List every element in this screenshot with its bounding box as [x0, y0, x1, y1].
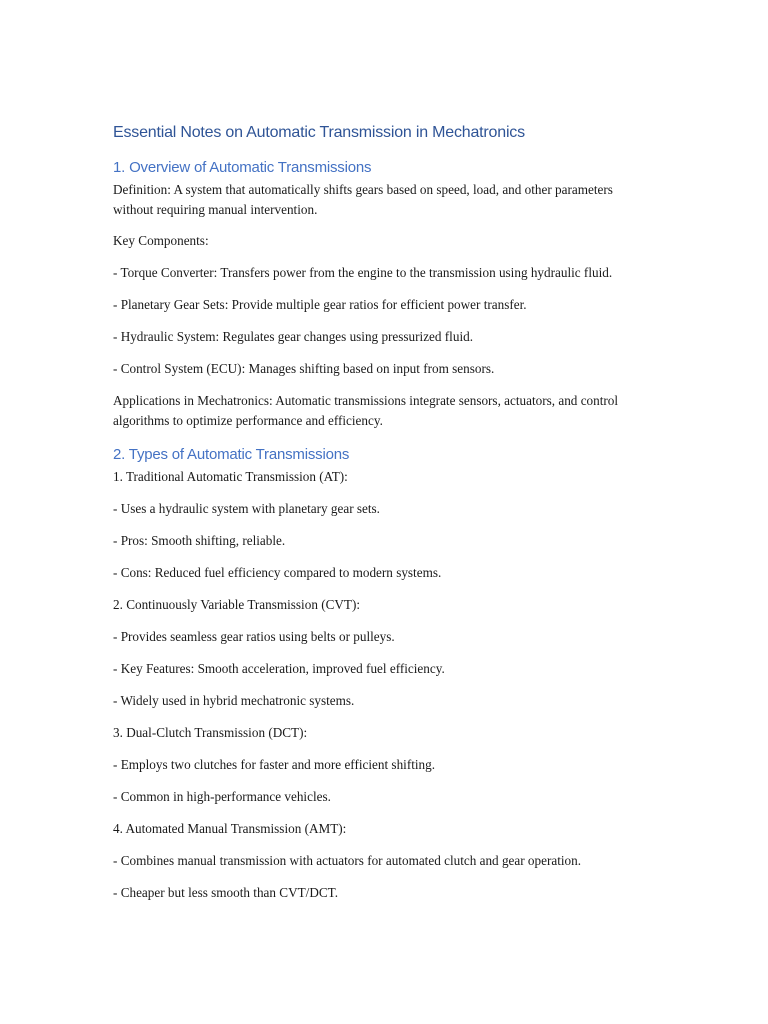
type-heading-at: 1. Traditional Automatic Transmission (AT):: [113, 469, 348, 484]
paragraph-applications: Applications in Mechatronics: Automatic transmissions integrate sensors, actuators, and control algorithms to optimize performance and efficiency.: [113, 393, 619, 428]
type-heading-cvt: 2. Continuously Variable Transmission (CVT):: [113, 596, 361, 612]
document-title: Essential Notes on Automatic Transmission in Mechatronics: [113, 124, 525, 141]
section-heading-overview: 1. Overview of Automatic Transmissions: [113, 159, 372, 176]
list-item-amt-cheaper: - Cheaper but less smooth than CVT/DCT.: [113, 884, 339, 900]
list-item-control-system: - Control System (ECU): Manages shifting based on input from sensors.: [113, 361, 495, 376]
list-item-cvt-hybrid: - Widely used in hybrid mechatronic systems.: [113, 692, 355, 708]
list-item-dct-vehicles: - Common in high-performance vehicles.: [113, 788, 331, 804]
list-item-at-hydraulic: - Uses a hydraulic system with planetary gear sets.: [113, 500, 380, 516]
list-item-at-pros: - Pros: Smooth shifting, reliable.: [113, 532, 286, 548]
type-heading-amt: 4. Automated Manual Transmission (AMT):: [113, 820, 347, 836]
list-item-planetary-gear-sets: - Planetary Gear Sets: Provide multiple gear ratios for efficient power transfer.: [113, 297, 527, 312]
list-item-cvt-ratios: - Provides seamless gear ratios using belts or pulleys.: [113, 628, 395, 644]
paragraph-key-components: Key Components:: [113, 233, 209, 248]
list-item-hydraulic-system: - Hydraulic System: Regulates gear changes using pressurized fluid.: [113, 329, 473, 344]
list-item-amt-actuators: - Combines manual transmission with actuators for automated clutch and gear operation.: [113, 852, 582, 868]
type-heading-dct: 3. Dual-Clutch Transmission (DCT):: [113, 724, 308, 740]
section-heading-types: 2. Types of Automatic Transmissions: [113, 446, 350, 463]
list-item-dct-clutches: - Employs two clutches for faster and more efficient shifting.: [113, 756, 436, 772]
list-item-torque-converter: - Torque Converter: Transfers power from the engine to the transmission using hydraulic fluid.: [113, 265, 613, 280]
list-item-cvt-features: - Key Features: Smooth acceleration, improved fuel efficiency.: [113, 660, 445, 676]
document-body: [113, 124, 653, 915]
paragraph-definition: Definition: A system that automatically shifts gears based on speed, load, and other parameters without requiring manual intervention.: [113, 182, 613, 217]
list-item-at-cons: - Cons: Reduced fuel efficiency compared to modern systems.: [113, 564, 442, 580]
